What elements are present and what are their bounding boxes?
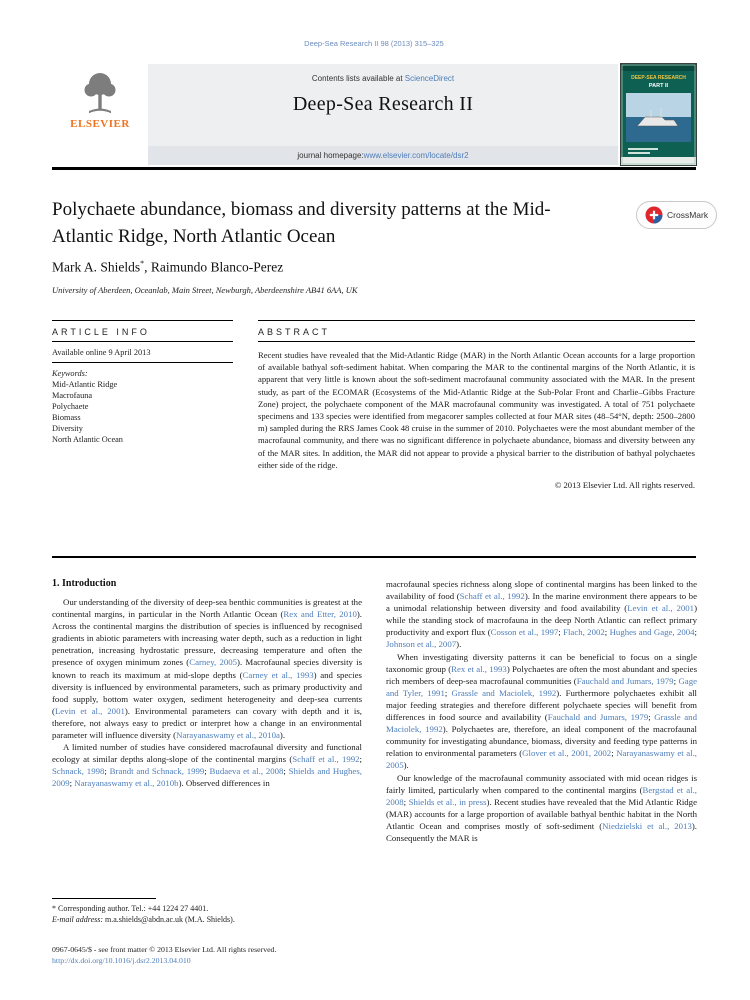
author-affiliation: University of Aberdeen, Oceanlab, Main Street, Newburgh, Aberdeenshire AB41 6AA, UK	[52, 285, 358, 295]
body-column-right	[386, 578, 697, 844]
journal-homepage-link[interactable]: www.elsevier.com/locate/dsr2	[363, 151, 469, 160]
citation-link[interactable]: Johnson et al., 2007	[386, 639, 457, 650]
body-paragraph: Our knowledge of the macrofaunal community associated with mid ocean ridges is fairly limited, particularly when compared to the continental margins (Bergstad et al., 2008; Shields et al., in press). Recent studies have revealed that the Mid Atlantic Ridge (MAR) accounts for a large proportion of available bathyal benthic habitat in the North Atlantic Ocean and comprises mostly of soft-sediment (Niedzielski et al., 2013). Consequently the MAR is	[386, 772, 698, 843]
journal-cover-thumbnail	[621, 64, 696, 165]
cover-title-line1: DEEP-SEA RESEARCH	[631, 75, 686, 81]
body-paragraph: macrofaunal species richness along slope of continental margins has been linked to the availability of food (Schaff et al., 1992). In the marine environment there appears to be a unimodal relationship between diversity and food availability (Levin et al., 2001) while the standing stock of macrofauna in the deep North Atlantic can reflect primary productivity and export flux (Cosson et al., 1997; Flach, 2002; Hughes and Gage, 2004; Johnson et al., 2007).	[386, 579, 697, 650]
journal-title: Deep-Sea Research II	[292, 93, 474, 115]
bottom-matter	[52, 944, 276, 966]
citation-link[interactable]: Levin et al., 2001	[54, 705, 125, 716]
crossmark-label: CrossMark	[667, 210, 709, 220]
author-name-1: Mark A. Shields	[52, 259, 141, 275]
citation-link[interactable]: Glover et al., 2001, 2002	[522, 748, 612, 759]
header-divider-rule	[52, 167, 696, 170]
corresponding-author-note: * Corresponding author. Tel.: +44 1224 27 4401.	[52, 904, 209, 913]
available-online-date: Available online 9 April 2013	[52, 348, 151, 357]
citation-link[interactable]: Shields and Hughes, 2009	[52, 766, 362, 789]
citation-link[interactable]: Flach, 2002	[563, 627, 605, 638]
citation-link[interactable]: Fauchald and Jumars, 1979	[547, 712, 649, 723]
elsevier-tree-icon	[78, 70, 122, 116]
citation-link[interactable]: Shields et al., in press	[408, 796, 487, 807]
issn-copyright-line: 0967-0645/$ - see front matter © 2013 Elsevier Ltd. All rights reserved.	[52, 945, 277, 954]
abstract-text	[258, 349, 695, 491]
journal-citation-line: Deep-Sea Research II 98 (2013) 315–325	[304, 39, 444, 48]
author-line	[52, 259, 283, 276]
citation-link[interactable]: Rex et al., 1993	[451, 663, 507, 674]
keywords-label: Keywords:	[52, 369, 88, 378]
citation-link[interactable]: Levin et al., 2001	[627, 603, 695, 614]
abstract-heading: ABSTRACT	[258, 327, 331, 337]
keyword: Macrofauna	[52, 391, 93, 400]
copyright-line: © 2013 Elsevier Ltd. All rights reserved.	[554, 480, 695, 491]
citation-link[interactable]: Cosson et al., 1997	[490, 627, 559, 638]
keyword: Biomass	[52, 413, 81, 422]
citation-link[interactable]: Bergstad et al., 2008	[386, 784, 698, 807]
citation-link[interactable]: Schnack, 1998	[52, 766, 105, 777]
contents-line: Contents lists available at ScienceDirect	[311, 74, 455, 83]
info-top-rule-right	[258, 320, 695, 321]
article-info-heading: ARTICLE INFO	[52, 327, 150, 337]
citation-link[interactable]: Narayanaswamy et al., 2010b	[74, 778, 179, 789]
footnote-block	[52, 898, 362, 925]
doi-link[interactable]: http://dx.doi.org/10.1016/j.dsr2.2013.04.010	[52, 956, 191, 965]
crossmark-badge[interactable]	[636, 201, 717, 229]
citation-link[interactable]: Carney, 2005	[189, 657, 238, 668]
citation-link[interactable]: Narayanaswamy et al., 2005	[386, 748, 697, 771]
citation-link[interactable]: Niedzielski et al., 2013	[602, 820, 692, 831]
citation-link[interactable]: Hughes and Gage, 2004	[609, 627, 695, 638]
info-top-rule-left	[52, 320, 233, 321]
citation-link[interactable]: Fauchald and Jumars, 1979	[576, 675, 674, 686]
keyword: Mid-Atlantic Ridge	[52, 380, 118, 389]
email-address-link[interactable]: m.a.shields@abdn.ac.uk	[105, 915, 184, 924]
keyword: Diversity	[52, 424, 83, 433]
footnote-rule	[52, 898, 156, 899]
crossmark-icon	[645, 206, 663, 224]
citation-link[interactable]: Grassle and Maciolek, 1992	[386, 712, 697, 735]
keywords-list	[52, 379, 233, 445]
body-paragraph: When investigating diversity patterns it can be beneficial to focus on a single taxonomic group (Rex et al., 1993) Polychaetes are often the most abundant and species rich members of deep-sea macrofaunal communities (Fauchald and Jumars, 1979; Gage and Tyler, 1991; Grassle and Maciolek, 1992). Furthermore polychaetes exhibit all major feeding strategies and therefore different polychaete species will benefit from differences in food source and availability (Fauchald and Jumars, 1979; Grassle and Maciolek, 1992). Polychaetes are, therefore, an ideal component of the macrofaunal community for investigating abundance, biomass, diversity and feeding type patterns in relation to environmental parameters (Glover et al., 2001, 2002; Narayanaswamy et al., 2005).	[386, 651, 697, 771]
article-title: Polychaete abundance, biomass and diversity patterns at the Mid-Atlantic Ridge, North Atlantic Ocean	[52, 199, 551, 247]
keyword: Polychaete	[52, 402, 89, 411]
journal-homepage-line: journal homepage: www.elsevier.com/locate/dsr2	[148, 146, 618, 165]
citation-link[interactable]: Grassle and Maciolek, 1992	[451, 687, 557, 698]
keywords-block	[52, 368, 233, 445]
abstract-bottom-rule	[52, 556, 696, 558]
corresponding-author-mark: *	[140, 259, 145, 268]
body-column-left	[52, 596, 362, 790]
journal-header	[52, 64, 618, 165]
available-online-rule	[52, 362, 233, 363]
elsevier-logo	[52, 64, 148, 165]
info-mid-rule-left	[52, 341, 233, 342]
citation-link[interactable]: Budaeva et al., 2008	[209, 766, 284, 777]
keyword: North Atlantic Ocean	[52, 435, 123, 444]
journal-header-center	[148, 64, 618, 165]
author-name-2: , Raimundo Blanco-Perez	[144, 259, 284, 275]
citation-link[interactable]: Carney et al., 1993	[242, 669, 314, 680]
citation-link[interactable]: Rex and Etter, 2010	[283, 609, 357, 620]
cover-title-line2: PART II	[648, 83, 669, 89]
citation-link[interactable]: Narayanaswamy et al., 2010a	[176, 730, 280, 741]
citation-link[interactable]: Schaff et al., 1992	[292, 754, 360, 765]
elsevier-wordmark: ELSEVIER	[70, 118, 130, 130]
email-line: E-mail address: m.a.shields@abdn.ac.uk (M.A. Shields).	[52, 915, 235, 924]
info-mid-rule-right	[258, 341, 695, 342]
citation-link[interactable]: Gage and Tyler, 1991	[386, 675, 697, 698]
body-paragraph: Our understanding of the diversity of deep-sea benthic communities is greatest at the continental margins, in particular in the North Atlantic Ocean (Rex and Etter, 2010). Across the continental margins the distribution of species is influenced by recognised gradients in abiotic parameters with increasing water depth, such as a reduction in light penetration, increasing hydrostatic pressure, decreasing temperature and often the presence of oxygen minimum zones (Carney, 2005). Macrofaunal species diversity is known to reach its maximum at mid-slope depths (Carney et al., 1993) and species diversity is influenced by environmental parameters, such as primary productivity and food supply, bottom water oxygen, sediment heterogeneity and deep-sea currents (Levin et al., 2001). Environmental parameters can covary with depth and it is, therefore, not always easy to predict or interpret how a change in an environmental parameter will influence diversity (Narayanaswamy et al., 2010a).	[52, 597, 362, 741]
body-paragraph: A limited number of studies have considered macrofaunal diversity and functional ecology at similar depths along-slope of the continental margins (Schaff et al., 1992; Schnack, 1998; Brandt and Schnack, 1999; Budaeva et al., 2008; Shields and Hughes, 2009; Narayanaswamy et al., 2010b). Observed differences in	[52, 742, 362, 789]
citation-link[interactable]: Schaff et al., 1992	[459, 591, 525, 602]
section-heading-introduction: 1. Introduction	[52, 578, 117, 589]
citation-link[interactable]: Brandt and Schnack, 1999	[109, 766, 205, 777]
sciencedirect-link[interactable]: ScienceDirect	[404, 74, 455, 83]
abstract-paragraph: Recent studies have revealed that the Mid-Atlantic Ridge (MAR) in the North Atlantic Ocean accounts for a large proportion of available bathyal soft-sediment habitat. When comparing the MAR to the continental margins of the North Atlantic, it is apparent that very little is known about the soft-sediment macrofaunal community associated with the MAR. In the present study, as part of the ECOMAR (Ecosystems of the Mid-Atlantic Ridge at the Sub-Polar Front and Charlie–Gibbs Fracture Zone) project, the polychaete component of the MAR macrofaunal community was investigated. A total of 751 polychaete specimens and 133 species were identified from megacorer samples collected at four MAR sites (48–54°N, depth: 2500–2800 m) sampled during the RRS James Cook 48 cruise in the summer of 2010. Polychaetes were the most abundant member of the macrofaunal community, and there was no significant difference in polychaete abundance, biomass and diversity between any of the MAR sites. In addition, the MAR did not appear to provide a physical barrier to the distribution of bathyal polychaetes either side of the ridge.	[258, 350, 695, 470]
